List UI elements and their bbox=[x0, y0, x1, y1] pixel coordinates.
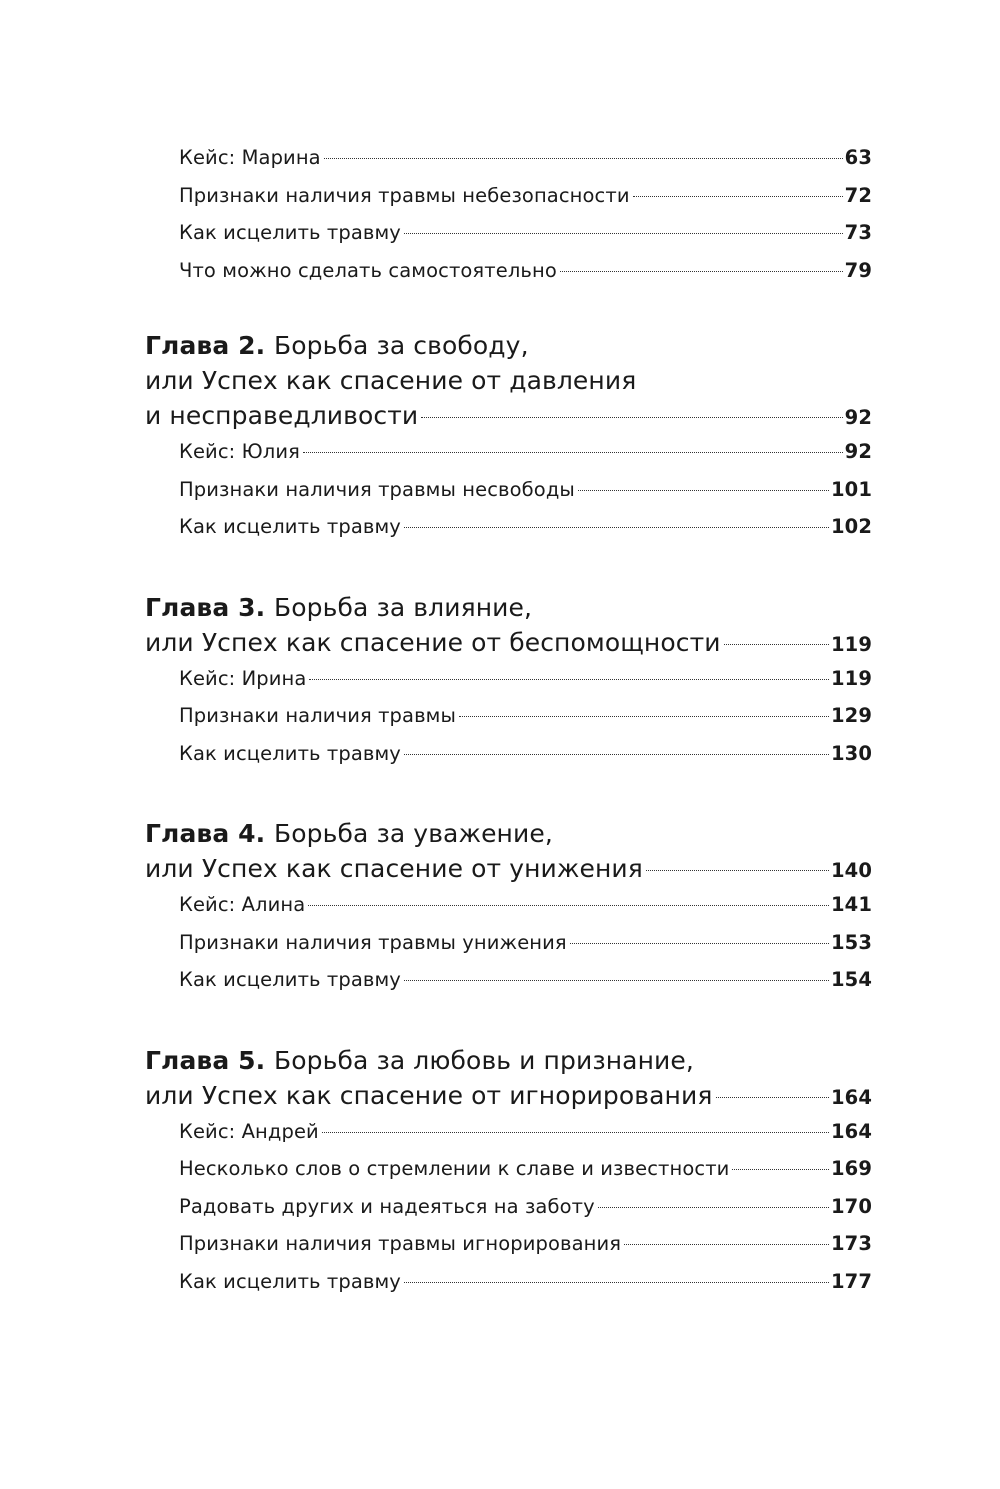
table-of-contents bbox=[145, 139, 872, 1344]
chapter-3 bbox=[145, 590, 872, 773]
entry-page: 79 bbox=[844, 258, 872, 282]
chapter-label: Глава 3. bbox=[145, 592, 275, 622]
entry-page: 73 bbox=[844, 221, 872, 244]
toc-entry[interactable] bbox=[145, 252, 872, 290]
entry-page: 130 bbox=[830, 741, 872, 765]
toc-entry[interactable] bbox=[145, 1150, 872, 1188]
chapter-label: Глава 2. bbox=[145, 331, 275, 360]
dot-leader bbox=[570, 943, 829, 944]
toc-entry[interactable] bbox=[145, 139, 872, 177]
entry-title: Как исцелить травму bbox=[179, 968, 401, 991]
toc-entry[interactable] bbox=[145, 1225, 872, 1263]
dot-leader bbox=[724, 644, 829, 645]
chapter-heading-entry[interactable] bbox=[145, 851, 872, 886]
toc-entry[interactable] bbox=[145, 1188, 872, 1226]
dot-leader bbox=[459, 716, 829, 717]
chapter-title: Борьба за свободу, bbox=[274, 331, 529, 360]
chapter-page: 119 bbox=[830, 632, 872, 656]
entry-page: 119 bbox=[830, 666, 872, 690]
entry-page: 154 bbox=[830, 968, 872, 991]
entry-page: 177 bbox=[830, 1269, 872, 1293]
entry-title: Признаки наличия травмы несвободы bbox=[179, 477, 575, 501]
entry-page: 101 bbox=[830, 477, 872, 501]
chapter-heading-line[interactable] bbox=[145, 1043, 872, 1078]
chapter-heading-entry[interactable] bbox=[145, 1078, 872, 1113]
chapter-subtitle: или Успех как спасение от давления bbox=[145, 366, 637, 395]
toc-entry[interactable] bbox=[145, 508, 872, 546]
entry-page: 102 bbox=[830, 515, 872, 538]
entry-page: 63 bbox=[844, 146, 872, 169]
toc-entry[interactable] bbox=[145, 697, 872, 735]
chapter-4 bbox=[145, 816, 872, 999]
chapter-subtitle: или Успех как спасение от игнорирования bbox=[145, 1080, 713, 1110]
entry-title: Признаки наличия травмы игнорирования bbox=[179, 1232, 622, 1255]
toc-entry[interactable] bbox=[145, 924, 872, 962]
chapter-page: 92 bbox=[844, 406, 872, 429]
dot-leader bbox=[324, 158, 843, 159]
chapter-heading-line[interactable] bbox=[145, 328, 872, 363]
entry-page: 72 bbox=[844, 183, 872, 207]
chapter-2 bbox=[145, 328, 872, 546]
entry-page: 129 bbox=[830, 704, 872, 727]
dot-leader bbox=[404, 527, 829, 528]
dot-leader bbox=[404, 233, 843, 234]
entry-page: 170 bbox=[830, 1194, 872, 1218]
dot-leader bbox=[633, 196, 843, 197]
entry-title: Несколько слов о стремлении к славе и известности bbox=[179, 1157, 730, 1180]
entry-title: Кейс: Марина bbox=[179, 146, 321, 169]
entry-page: 153 bbox=[830, 930, 872, 954]
chapter-heading-line[interactable] bbox=[145, 816, 872, 851]
dot-leader bbox=[303, 452, 843, 453]
entry-title: Как исцелить травму bbox=[179, 515, 401, 538]
dot-leader bbox=[598, 1207, 829, 1208]
toc-entry[interactable] bbox=[145, 177, 872, 215]
dot-leader bbox=[308, 905, 829, 906]
dot-leader bbox=[560, 271, 843, 272]
entry-title: Как исцелить травму bbox=[179, 741, 401, 765]
entry-page: 169 bbox=[830, 1157, 872, 1180]
dot-leader bbox=[309, 679, 829, 680]
chapter-1-continuation bbox=[145, 139, 872, 289]
entry-title: Признаки наличия травмы bbox=[179, 704, 456, 727]
dot-leader bbox=[322, 1132, 829, 1133]
dot-leader bbox=[646, 870, 829, 871]
chapter-title: Борьба за уважение, bbox=[274, 819, 553, 848]
toc-entry[interactable] bbox=[145, 471, 872, 509]
entry-title: Что можно сделать самостоятельно bbox=[179, 258, 557, 282]
entry-title: Кейс: Ирина bbox=[179, 666, 307, 690]
chapter-label: Глава 5. bbox=[145, 1045, 275, 1075]
dot-leader bbox=[404, 754, 829, 755]
chapter-page: 140 bbox=[830, 859, 872, 882]
chapter-subtitle: и несправедливости bbox=[145, 401, 419, 430]
chapter-heading-line[interactable] bbox=[145, 363, 872, 398]
entry-title: Кейс: Алина bbox=[179, 893, 306, 916]
chapter-heading-entry[interactable] bbox=[145, 398, 872, 433]
entry-title: Как исцелить травму bbox=[179, 221, 401, 244]
dot-leader bbox=[716, 1097, 829, 1098]
chapter-title: Борьба за любовь и признание, bbox=[274, 1045, 694, 1075]
toc-entry[interactable] bbox=[145, 214, 872, 252]
entry-title: Признаки наличия травмы небезопасности bbox=[179, 183, 630, 207]
chapter-subtitle: или Успех как спасение от беспомощности bbox=[145, 627, 721, 657]
dot-leader bbox=[624, 1244, 829, 1245]
dot-leader bbox=[404, 980, 829, 981]
dot-leader bbox=[404, 1282, 829, 1283]
toc-entry[interactable] bbox=[145, 1263, 872, 1301]
dot-leader bbox=[421, 417, 842, 418]
dot-leader bbox=[732, 1169, 829, 1170]
chapter-5 bbox=[145, 1043, 872, 1301]
toc-entry[interactable] bbox=[145, 961, 872, 999]
entry-page: 173 bbox=[830, 1232, 872, 1255]
chapter-page: 164 bbox=[830, 1085, 872, 1109]
toc-entry[interactable] bbox=[145, 433, 872, 471]
entry-page: 92 bbox=[844, 440, 872, 463]
entry-title: Кейс: Андрей bbox=[179, 1119, 319, 1143]
entry-page: 141 bbox=[830, 893, 872, 916]
chapter-heading-line[interactable] bbox=[145, 590, 872, 625]
dot-leader bbox=[578, 490, 829, 491]
entry-title: Признаки наличия травмы унижения bbox=[179, 930, 567, 954]
toc-entry[interactable] bbox=[145, 735, 872, 773]
toc-entry[interactable] bbox=[145, 1113, 872, 1151]
entry-title: Как исцелить травму bbox=[179, 1269, 401, 1293]
chapter-heading-entry[interactable] bbox=[145, 625, 872, 660]
entry-title: Радовать других и надеяться на заботу bbox=[179, 1194, 595, 1218]
chapter-label: Глава 4. bbox=[145, 819, 275, 848]
chapter-title: Борьба за влияние, bbox=[274, 592, 533, 622]
entry-page: 164 bbox=[830, 1119, 872, 1143]
toc-entry[interactable] bbox=[145, 886, 872, 924]
entry-title: Кейс: Юлия bbox=[179, 440, 300, 463]
chapter-subtitle: или Успех как спасение от унижения bbox=[145, 854, 643, 883]
toc-entry[interactable] bbox=[145, 660, 872, 698]
